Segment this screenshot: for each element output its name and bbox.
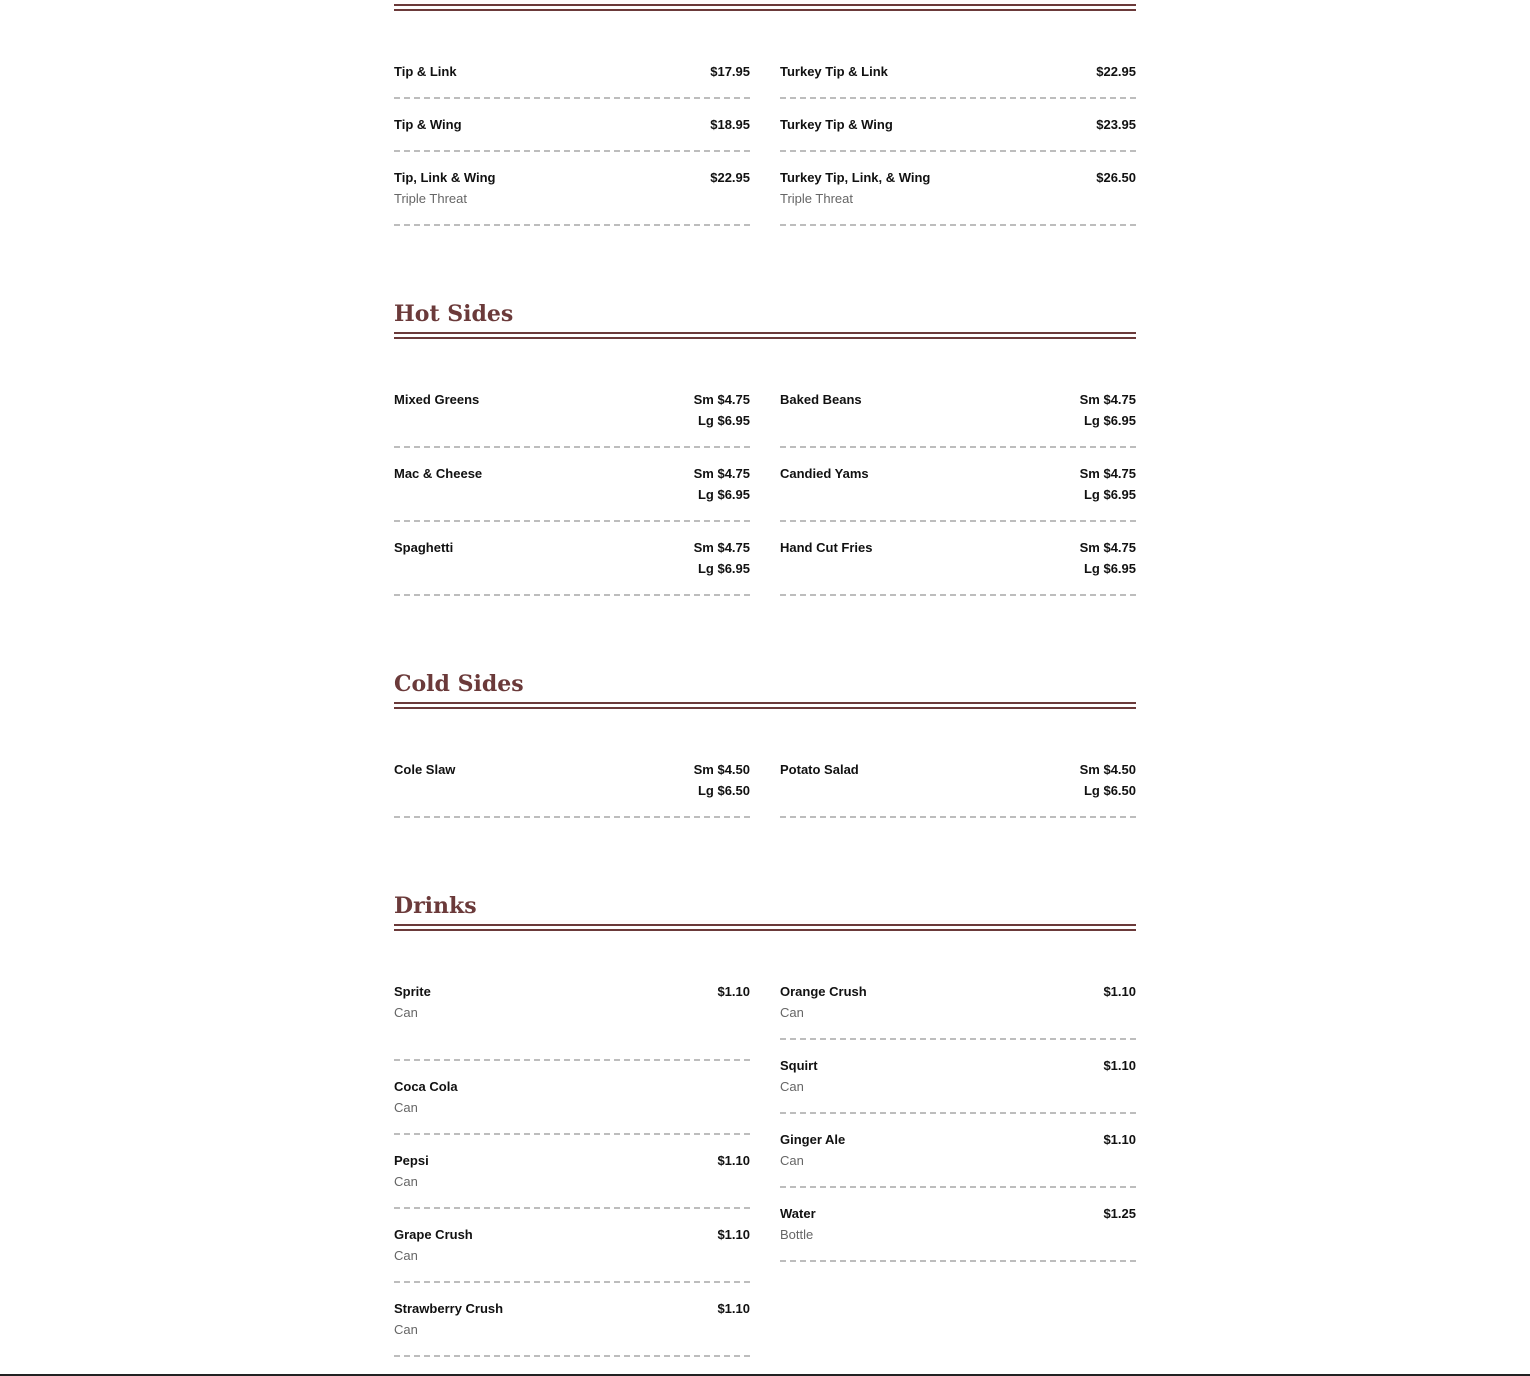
item-prices [694, 537, 750, 579]
menu-item [394, 389, 750, 448]
item-description: Can [780, 1005, 804, 1020]
menu-item [394, 1298, 750, 1357]
item-prices [1080, 537, 1136, 579]
item-name: Tip, Link & Wing [394, 170, 496, 185]
item-description: Can [394, 1248, 418, 1263]
price-large: Lg $6.50 [1083, 783, 1136, 798]
item-name: Water [780, 1206, 816, 1221]
price-small: Sm $4.75 [693, 466, 750, 481]
item-name: Hand Cut Fries [780, 540, 873, 555]
item-price: $18.95 [710, 117, 750, 132]
item-price: $1.10 [717, 1227, 750, 1242]
item-name: Candied Yams [780, 466, 869, 481]
section-rule-hot-sides [394, 332, 1136, 339]
item-price: $1.10 [717, 984, 750, 999]
price-large: Lg $6.50 [697, 783, 750, 798]
section-title-drinks: Drinks [394, 893, 477, 919]
price-small: Sm $4.50 [693, 762, 750, 777]
item-name: Strawberry Crush [394, 1301, 504, 1316]
item-price: $1.25 [1103, 1206, 1136, 1221]
section-rule-combos [394, 4, 1136, 11]
menu-item [780, 1055, 1136, 1114]
item-price: $1.10 [717, 1301, 750, 1316]
item-name: Mac & Cheese [394, 466, 483, 481]
item-description: Triple Threat [780, 191, 853, 206]
menu-item [394, 61, 750, 99]
price-large: Lg $6.95 [1083, 561, 1136, 576]
item-price: $22.95 [710, 170, 750, 185]
section-title-hot-sides: Hot Sides [394, 301, 514, 327]
price-small: Sm $4.50 [1079, 762, 1136, 777]
item-name: Turkey Tip, Link, & Wing [780, 170, 931, 185]
menu-item [394, 1076, 750, 1135]
price-small: Sm $4.75 [1079, 466, 1136, 481]
price-large: Lg $6.95 [697, 413, 750, 428]
price-small: Sm $4.75 [1079, 540, 1136, 555]
item-description: Can [394, 1005, 418, 1020]
menu-item [394, 1150, 750, 1209]
menu-item [394, 463, 750, 522]
item-price: $22.95 [1096, 64, 1136, 79]
menu-item [780, 981, 1136, 1040]
item-price: $1.10 [1103, 984, 1136, 999]
item-name: Tip & Wing [394, 117, 462, 132]
item-name: Tip & Link [394, 64, 457, 79]
item-name: Potato Salad [780, 762, 859, 777]
item-description: Bottle [780, 1227, 814, 1242]
item-description: Can [394, 1174, 418, 1189]
menu-item [394, 1224, 750, 1283]
item-prices [1080, 463, 1136, 505]
menu-item [780, 61, 1136, 99]
item-prices [694, 463, 750, 505]
item-name: Cole Slaw [394, 762, 456, 777]
menu-item [780, 537, 1136, 596]
item-name: Ginger Ale [780, 1132, 846, 1147]
price-small: Sm $4.75 [693, 392, 750, 407]
item-price: $23.95 [1096, 117, 1136, 132]
item-name: Orange Crush [780, 984, 867, 999]
item-name: Squirt [780, 1058, 818, 1073]
item-description: Can [394, 1100, 418, 1115]
price-large: Lg $6.95 [1083, 413, 1136, 428]
menu-item [780, 167, 1136, 226]
item-name: Turkey Tip & Link [780, 64, 888, 79]
price-small: Sm $4.75 [1079, 392, 1136, 407]
item-price: $1.10 [1103, 1058, 1136, 1073]
item-name: Spaghetti [394, 540, 454, 555]
price-large: Lg $6.95 [1083, 487, 1136, 502]
item-prices [694, 389, 750, 431]
item-name: Baked Beans [780, 392, 862, 407]
menu-item [780, 1129, 1136, 1188]
menu-item [780, 114, 1136, 152]
item-description: Can [780, 1153, 804, 1168]
item-description: Can [780, 1079, 804, 1094]
item-prices [1080, 759, 1136, 801]
item-price: $1.10 [1103, 1132, 1136, 1147]
price-large: Lg $6.95 [697, 561, 750, 576]
menu-item [394, 759, 750, 818]
section-rule-cold-sides [394, 702, 1136, 709]
item-price: $17.95 [710, 64, 750, 79]
item-description: Triple Threat [394, 191, 467, 206]
price-large: Lg $6.95 [697, 487, 750, 502]
menu-item [394, 167, 750, 226]
item-name: Pepsi [394, 1153, 429, 1168]
item-name: Coca Cola [394, 1079, 458, 1094]
item-prices [1080, 389, 1136, 431]
item-name: Turkey Tip & Wing [780, 117, 893, 132]
menu-item [394, 981, 750, 1061]
item-description: Can [394, 1322, 418, 1337]
item-price: $1.10 [717, 1153, 750, 1168]
menu-item [780, 463, 1136, 522]
menu-item [780, 759, 1136, 818]
section-title-cold-sides: Cold Sides [394, 671, 524, 697]
price-small: Sm $4.75 [693, 540, 750, 555]
item-name: Sprite [394, 984, 431, 999]
item-price: $26.50 [1096, 170, 1136, 185]
section-rule-drinks [394, 924, 1136, 931]
item-name: Mixed Greens [394, 392, 480, 407]
menu-item [780, 389, 1136, 448]
item-name: Grape Crush [394, 1227, 473, 1242]
menu-item [394, 114, 750, 152]
menu-item [394, 537, 750, 596]
item-prices [694, 759, 750, 801]
menu-item [780, 1203, 1136, 1262]
